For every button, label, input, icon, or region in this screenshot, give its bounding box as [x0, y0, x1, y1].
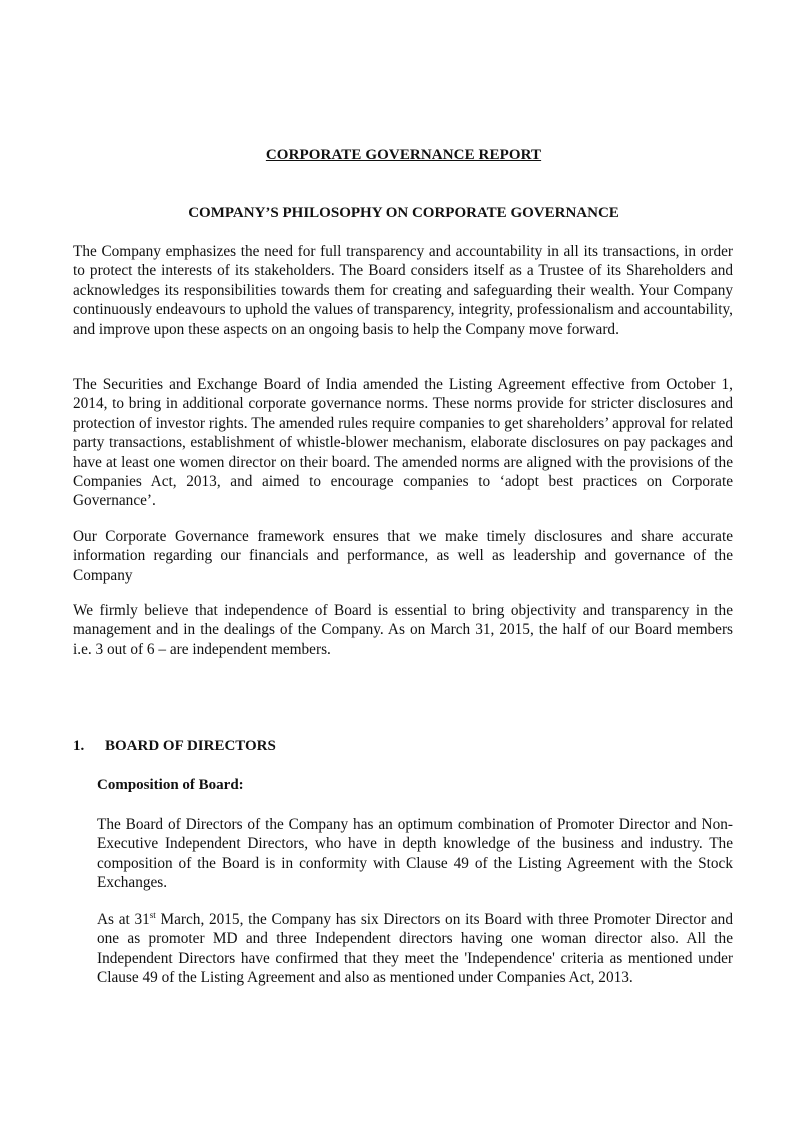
para-rest: March, 2015, the Company has six Directors on its Board with three Promoter Director and one as promoter MD and three Independent directors having one woman director also. All the Independent Directors have confirmed that they meet the 'Independence' criteria as mentioned under Clause 49 of the Listing Agreement and also as mentioned under Companies Act, 2013. [97, 911, 733, 987]
para-prefix: As at 31 [97, 911, 150, 928]
subheading-composition: Composition of Board: [97, 777, 244, 793]
section-heading-board-of-directors [73, 738, 276, 755]
section-title: BOARD OF DIRECTORS [105, 738, 276, 754]
report-title: CORPORATE GOVERNANCE REPORT [265, 147, 542, 163]
section-number: 1. [73, 738, 85, 754]
paragraph-directors-count [97, 910, 733, 988]
paragraph-board-composition: The Board of Directors of the Company has an optimum combination of Promoter Director and Non-Executive Independent Directors, who have in depth knowledge of the business and industry. The composition of the Board is in conformity with Clause 49 of the Listing Agreement with the Stock Exchanges. [97, 816, 733, 892]
philosophy-heading: COMPANY’S PHILOSOPHY ON CORPORATE GOVERNANCE [188, 205, 619, 221]
paragraph-independence: We firmly believe that independence of Board is essential to bring objectivity and transparency in the management and in the dealings of the Company. As on March 31, 2015, the half of our Board members i.e. 3 out of 6 – are independent members. [73, 602, 733, 658]
paragraph-sebi-amendment: The Securities and Exchange Board of India amended the Listing Agreement effective from October 1, 2014, to bring in additional corporate governance norms. These norms provide for stricter disclosures and protection of investor rights. The amended rules require companies to get shareholders’ approval for related party transactions, establishment of whistle-blower mechanism, elaborate disclosures on pay packages and have at least one women director on their board. The amended norms are aligned with the provisions of the Companies Act, 2013, and aimed to encourage companies to ‘adopt best practices on Corporate Governance’. [73, 376, 733, 510]
ordinal-suffix: st [149, 910, 156, 920]
paragraph-framework: Our Corporate Governance framework ensures that we make timely disclosures and share accurate information regarding our financials and performance, as well as leadership and governance of the Company [73, 528, 733, 584]
paragraph-philosophy: The Company emphasizes the need for full transparency and accountability in all its transactions, in order to protect the interests of its stakeholders. The Board considers itself as a Trustee of its Shareholders and acknowledges its responsibilities towards them for creating and safeguarding their wealth. Your Company continuously endeavours to uphold the values of transparency, integrity, professionalism and accountability, and improve upon these aspects on an ongoing basis to help the Company move forward. [73, 243, 733, 338]
